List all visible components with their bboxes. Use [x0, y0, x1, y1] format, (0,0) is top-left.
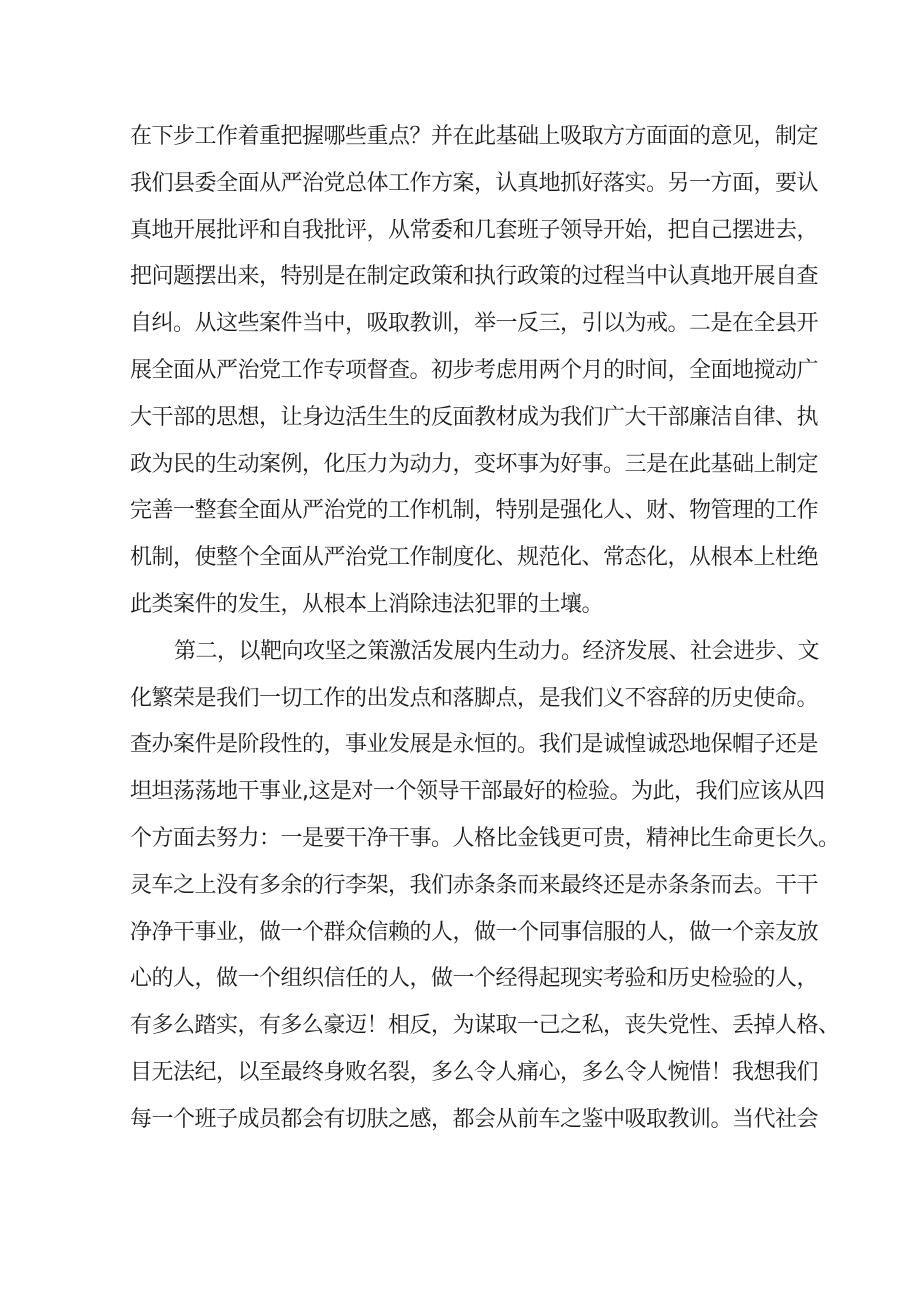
text-line: 查办案件是阶段性的，事业发展是永恒的。我们是诚惶诚恐地保帽子还是 — [130, 732, 819, 758]
text-line: 灵车之上没有多余的行李架，我们赤条条而来最终还是赤条条而去。干干 — [130, 872, 819, 898]
text-line: 在下步工作着重把握哪些重点？并在此基础上吸取方方面面的意见，制定 — [130, 124, 819, 149]
text-line: 把问题摆出来，特别是在制定政策和执行政策的过程当中认真地开展自查 — [130, 264, 819, 290]
paragraph-1 — [130, 114, 819, 629]
text-line: 净净干事业，做一个群众信赖的人，做一个同事信服的人，做一个亲友放 — [130, 919, 819, 945]
text-line: 坦坦荡荡地干事业,这是对一个领导干部最好的检验。为此，我们应该从四 — [130, 779, 825, 805]
text-line: 目无法纪，以至最终身败名裂，多么令人痛心，多么令人惋惜！我想我们 — [130, 1059, 819, 1085]
text-line: 有多么踏实，有多么豪迈！相反，为谋取一己之私，丧失党性、丢掉人格、 — [130, 1013, 840, 1039]
text-line: 展全面从严治党工作专项督查。初步考虑用两个月的时间，全面地搅动广 — [130, 357, 819, 383]
text-line: 个方面去努力：一是要干净干事。人格比金钱更可贵，精神比生命更长久。 — [130, 825, 840, 851]
document-body — [130, 114, 840, 1144]
text-line: 政为民的生动案例，化压力为动力，变坏事为好事。三是在此基础上制定 — [130, 451, 819, 477]
text-line: 化繁荣是我们一切工作的出发点和落脚点，是我们义不容辞的历史使命。 — [130, 685, 819, 711]
text-line: 大干部的思想，让身边活生生的反面教材成为我们广大干部廉洁自律、执 — [130, 404, 819, 430]
text-line: 此类案件的发生，从根本上消除违法犯罪的土壤。 — [130, 591, 604, 617]
paragraph-2 — [130, 629, 840, 1144]
text-line: 我们县委全面从严治党总体工作方案，认真地抓好落实。另一方面，要认 — [130, 170, 819, 196]
text-line: 每一个班子成员都会有切肤之感，都会从前车之鉴中吸取教训。当代社会 — [130, 1106, 819, 1132]
text-line: 真地开展批评和自我批评，从常委和几套班子领导开始，把自己摆进去， — [130, 217, 819, 243]
text-line: 心的人，做一个组织信任的人，做一个经得起现实考验和历史检验的人， — [130, 966, 819, 992]
text-line: 自纠。从这些案件当中，吸取教训，举一反三，引以为戒。二是在全县开 — [130, 311, 819, 337]
text-line: 机制，使整个全面从严治党工作制度化、规范化、常态化，从根本上杜绝 — [130, 545, 819, 571]
text-line: 第二，以靶向攻坚之策激活发展内生动力。经济发展、社会进步、文 — [174, 638, 820, 664]
text-line: 完善一整套全面从严治党的工作机制，特别是强化人、财、物管理的工作 — [130, 498, 819, 524]
